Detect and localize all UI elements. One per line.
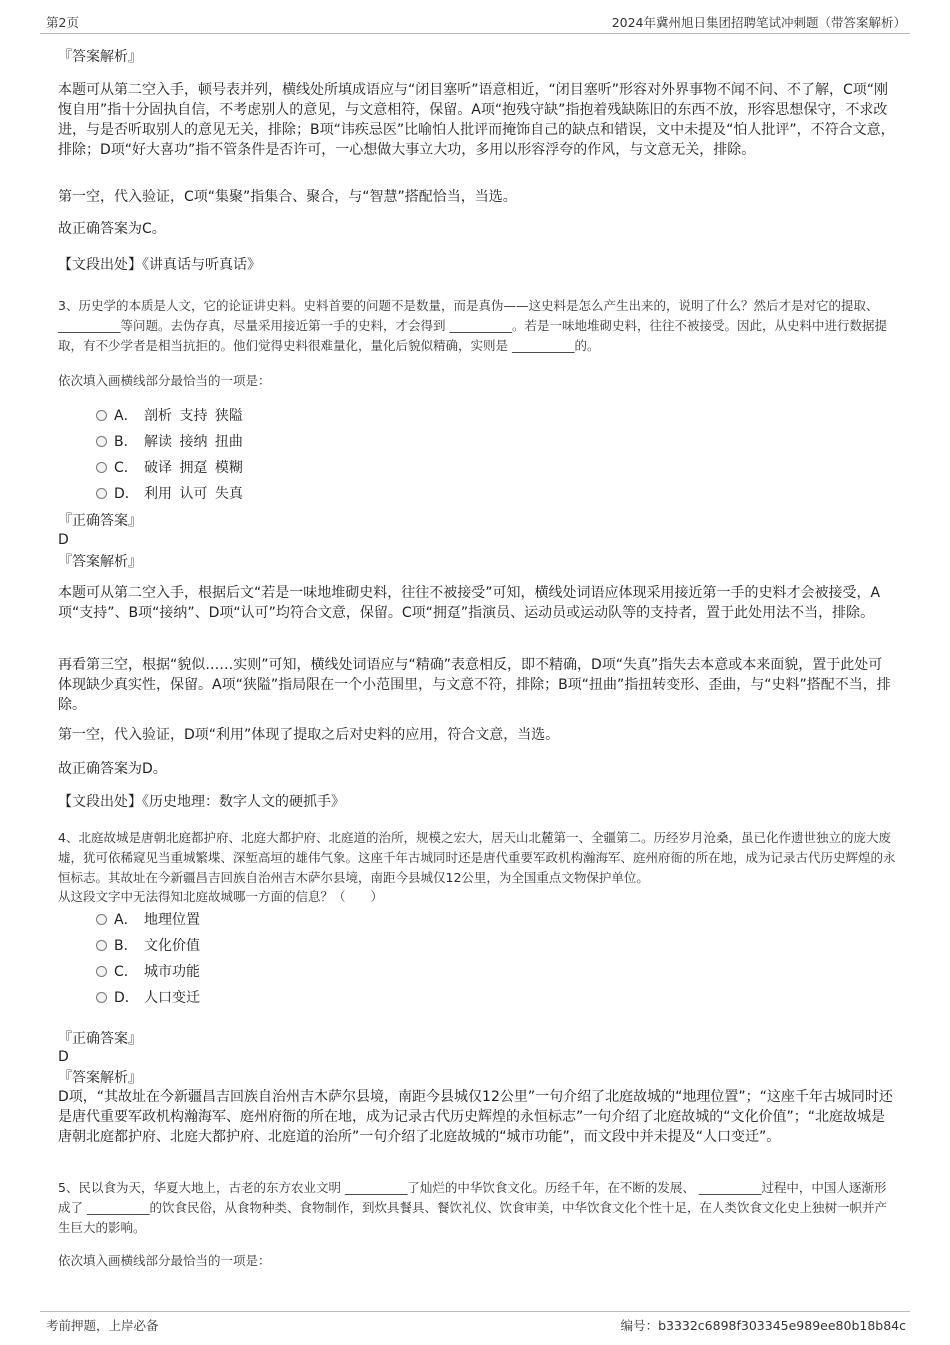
q3-source <box>58 792 896 812</box>
q3-option-d[interactable]: D． 利用 认可 失真 <box>96 481 596 507</box>
page-number: 第2页 <box>46 15 79 30</box>
q3-answer: D <box>58 532 69 548</box>
source-label: 【文段出处】 <box>58 794 142 810</box>
q3-correct-label: 『正确答案』 <box>58 513 142 529</box>
q3-question-text: 3、历史学的本质是人文，它的论证讲史料。史料首要的问题不是数量，而是真伪——这史料是怎么产生出来的，说明了什么？然后才是对它的提取、 __________等问题。去伪存真，尽量采用接近第一手的史料，才会得到 __________。若是一味地堆砌史料，往往不被接受。因此，从史料中进行数据提取，有不少学者是相当抗拒的。他们觉得史料很难量化，量化后貌似精确，实则是 __________的。 <box>58 298 887 353</box>
q3-prompt: 依次填入画横线部分最恰当的一项是： <box>58 373 271 388</box>
page-footer <box>40 1311 910 1337</box>
q3-analysis-label: 『答案解析』 <box>58 554 142 570</box>
q4-analysis: D项，“其故址在今新疆昌吉回族自治州吉木萨尔县境，南距今县城仅12公里”一句介绍了北庭故城的“地理位置”；“这座千年古城同时还是唐代重要军政机构瀚海军、庭州府衙的所在地，成为记录古代历史辉煌的永恒标志”一句介绍了北庭故城的“文化价值”；“北庭故城是唐朝北庭都护府、北庭大都护府、北庭道的治所”一句介绍了北庭故城的“城市功能”，而文段中并未提及“人口变迁”。 <box>58 1089 893 1145</box>
radio-icon[interactable] <box>96 410 107 421</box>
q3-analysis-p3: 第一空，代入验证，D项“利用”体现了提取之后对史料的应用，符合文意，当选。 <box>58 727 560 743</box>
q2-analysis-p3: 故正确答案为C。 <box>58 221 166 237</box>
radio-icon[interactable] <box>96 436 107 447</box>
source-title: 《历史地理：数字人文的硬抓手》 <box>142 794 345 810</box>
q3-option-b[interactable]: B． 解读 接纳 扭曲 <box>96 429 596 455</box>
source-title: 《讲真话与听真话》 <box>142 257 261 273</box>
q4-options <box>96 907 596 1011</box>
q3-analysis-p2: 再看第三空，根据“貌似……实则”可知，横线处词语应与“精确”表意相反，即不精确，D项“失真”指失去本意或本来面貌，置于此处可体现缺少真实性，保留。A项“狭隘”指局限在一个小范围里，与文意不符，排除；B项“扭曲”指扭转变形、歪曲，与“史料”搭配不当，排除。 <box>58 657 891 713</box>
radio-icon[interactable] <box>96 966 107 977</box>
source-label: 【文段出处】 <box>58 257 142 273</box>
document-code: 编号：b3332c6898f303345e989ee80b18b84c <box>620 1318 906 1333</box>
document-title: 2024年冀州旭日集团招聘笔试冲刺题（带答案解析） <box>611 15 906 30</box>
q3-analysis-p4: 故正确答案为D。 <box>58 761 167 777</box>
q5-prompt: 依次填入画横线部分最恰当的一项是： <box>58 1253 271 1268</box>
q4-analysis-label: 『答案解析』 <box>58 1070 142 1086</box>
radio-icon[interactable] <box>96 992 107 1003</box>
radio-icon[interactable] <box>96 488 107 499</box>
q3-option-a[interactable]: A． 剖析 支持 狭隘 <box>96 403 596 429</box>
q4-option-a[interactable]: A． 地理位置 <box>96 907 596 933</box>
q4-correct-label: 『正确答案』 <box>58 1031 142 1047</box>
footer-slogan: 考前押题，上岸必备 <box>46 1318 159 1333</box>
radio-icon[interactable] <box>96 462 107 473</box>
q3-analysis-p1: 本题可从第二空入手，根据后文“若是一味地堆砌史料，往往不被接受”可知，横线处词语应体现采用接近第一手的史料才会被接受，A项“支持”、B项“接纳”、D项“认可”均符合文意，保留。C项“拥趸”指演员、运动员或运动队等的支持者，置于此处用法不当，排除。 <box>58 585 881 621</box>
q2-source <box>58 255 896 275</box>
radio-icon[interactable] <box>96 914 107 925</box>
q3-options <box>96 403 596 507</box>
q4-option-c[interactable]: C． 城市功能 <box>96 959 596 985</box>
q4-question-text: 4、北庭故城是唐朝北庭都护府、北庭大都护府、北庭道的治所，规模之宏大，居天山北麓第一、全疆第二。历经岁月沧桑，虽已化作遗世独立的庞大废墟，犹可依稀窥见当重城繁堞、深堑高垣的雄伟气象。这座千年古城同时还是唐代重要军政机构瀚海军、庭州府衙的所在地，成为记录古代历史辉煌的永恒标志。其故址在今新疆昌吉回族自治州吉木萨尔县境，南距今县城仅12公里，为全国重点文物保护单位。 <box>58 830 896 885</box>
radio-icon[interactable] <box>96 940 107 951</box>
q5-question-text: 5、民以食为天，华夏大地上，古老的东方农业文明 __________了灿烂的中华饮食文化。历经千年，在不断的发展、 __________过程中，中国人逐渐形成了 __________的饮食民俗，从食物种类、食物制作，到炊具餐具、餐饮礼仪、饮食审美，中华饮食文化个性十足，在人类饮食文化史上独树一帜并产生巨大的影响。 <box>58 1180 887 1235</box>
q4-answer: D <box>58 1049 69 1065</box>
q3-option-c[interactable]: C． 破译 拥趸 模糊 <box>96 455 596 481</box>
page-header <box>40 10 910 34</box>
q2-analysis-p2: 第一空，代入验证，C项“集聚”指集合、聚合，与“智慧”搭配恰当，当选。 <box>58 189 517 205</box>
q2-analysis-p1: 本题可从第二空入手，顿号表并列，横线处所填成语应与“闭目塞听”语意相近，“闭目塞听”形容对外界事物不闻不问、不了解，C项“刚愎自用”指十分固执自信，不考虑别人的意见，与文意相符，保留。A项“抱残守缺”指抱着残缺陈旧的东西不放，形容思想保守，不求改进，与是否听取别人的意见无关，排除；B项“讳疾忌医”比喻怕人批评而掩饰自己的缺点和错误，文中未提及“怕人批评”，不符合文意，排除；D项“好大喜功”指不管条件是否许可，一心想做大事立大功，多用以形容浮夸的作风，与文意无关，排除。 <box>58 82 895 158</box>
q4-option-b[interactable]: B． 文化价值 <box>96 933 596 959</box>
q4-option-d[interactable]: D． 人口变迁 <box>96 985 596 1011</box>
q4-prompt: 从这段文字中无法得知北庭故城哪一方面的信息？（ ） <box>58 889 384 904</box>
q2-analysis-label: 『答案解析』 <box>58 49 142 65</box>
